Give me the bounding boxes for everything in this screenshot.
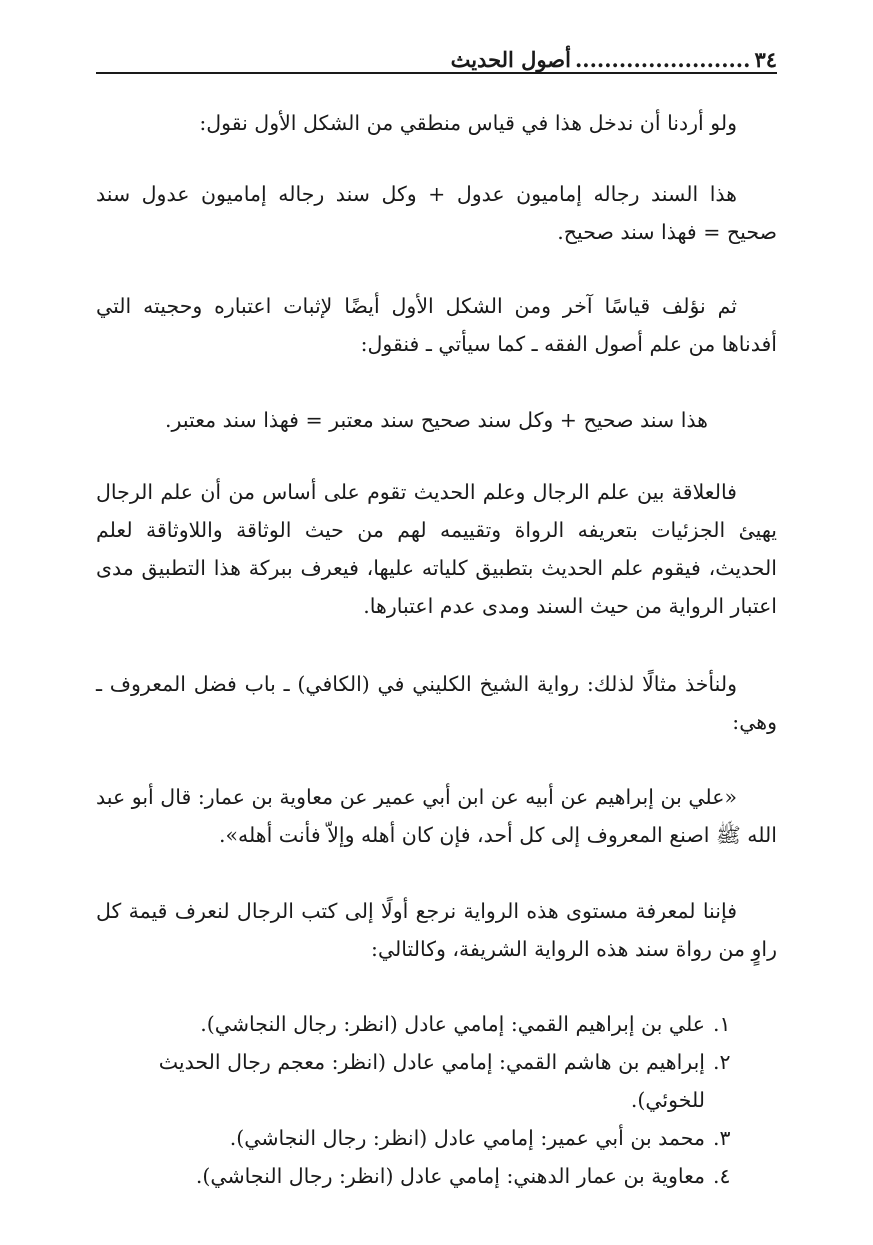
list-item-number: ٣.	[713, 1126, 731, 1150]
list-item-number: ٤.	[713, 1164, 731, 1188]
running-title: أصول الحديث	[450, 47, 571, 72]
list-item	[96, 1005, 777, 1043]
paragraph-1: ولو أردنا أن ندخل هذا في قياس منطقي من الشكل الأول نقول:	[199, 111, 737, 135]
paragraph-4: فالعلاقة بين علم الرجال وعلم الحديث تقوم على أساس من أن علم الرجال يهيئ الجزئيات بتعريفه الرواة وتقييمه لهم من حيث الوثاقة واللاوثاقة لعلم الحديث، فيقوم علم الحديث بتطبيق كلياته عليها، فيعرف ببركة هذا التطبيق مدى اعتبار الرواية من حيث السند ومدى عدم اعتبارها.	[96, 480, 777, 618]
list-item	[96, 1043, 777, 1119]
list-item-text: علي بن إبراهيم القمي: إمامي عادل (انظر: رجال النجاشي).	[200, 1012, 705, 1036]
paragraph-3: ثم نؤلف قياسًا آخر ومن الشكل الأول أيضًا لإثبات اعتباره وحجيته التي أفدناها من علم أصول الفقه ـ كما سيأتي ـ فنقول:	[96, 294, 777, 356]
list-item-text: محمد بن أبي عمير: إمامي عادل (انظر: رجال النجاشي).	[229, 1126, 705, 1150]
page-header	[96, 36, 777, 74]
paragraph-6: فإننا لمعرفة مستوى هذه الرواية نرجع أولًا إلى كتب الرجال لنعرف قيمة كل راوٍ من رواة سند هذه الرواية الشريفة، وكالتالي:	[96, 899, 777, 961]
list-item-text: معاوية بن عمار الدهني: إمامي عادل (انظر: رجال النجاشي).	[195, 1164, 705, 1188]
hadith-quote: «علي بن إبراهيم عن أبيه عن ابن أبي عمير عن معاوية بن عمار: قال أبو عبد الله ﷺ اصنع المعروف إلى كل أحد، فإن كان أهله وإلاّ فأنت أهله».	[96, 785, 777, 847]
page-number: ٣٤	[754, 47, 777, 72]
list-item	[96, 1157, 777, 1195]
list-item-text: إبراهيم بن هاشم القمي: إمامي عادل (انظر: معجم رجال الحديث للخوئي).	[158, 1050, 705, 1112]
header-dots: ........................	[574, 47, 751, 72]
list-item	[96, 1119, 777, 1157]
narrators-list	[96, 1005, 777, 1195]
list-item-number: ١.	[713, 1012, 731, 1036]
paragraph-2: هذا السند رجاله إماميون عدول + وكل سند رجاله إماميون عدول سند صحيح = فهذا سند صحيح.	[96, 182, 777, 244]
list-item-number: ٢.	[713, 1050, 731, 1074]
paragraph-5: ولنأخذ مثالًا لذلك: رواية الشيخ الكليني في (الكافي) ـ باب فضل المعروف ـ وهي:	[96, 672, 777, 734]
syllogism-line: هذا سند صحيح + وكل سند صحيح سند معتبر = فهذا سند معتبر.	[165, 408, 708, 432]
